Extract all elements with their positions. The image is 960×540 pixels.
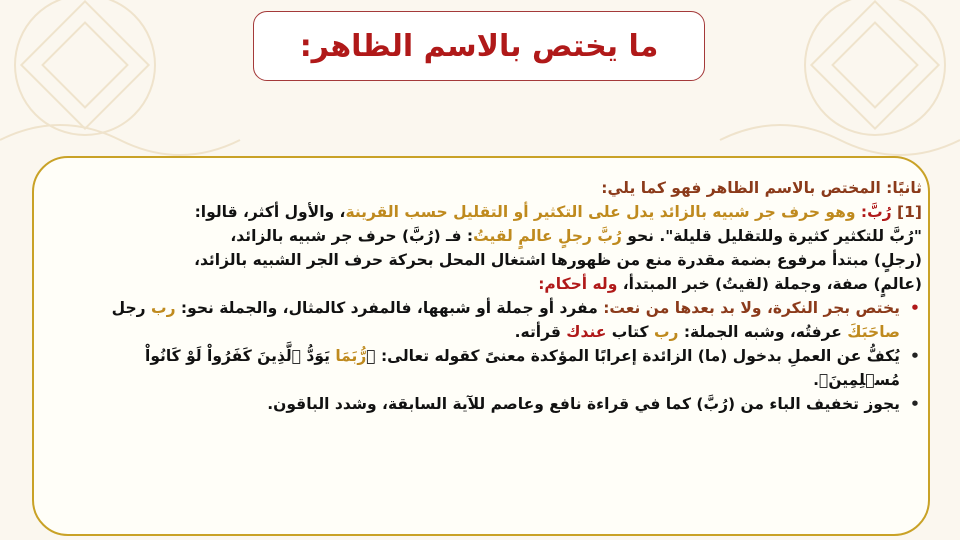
rule-lead: يختص بجر النكرة، ولا بد بعدها من نعت:: [603, 299, 900, 317]
example-adverb: عندك: [566, 323, 607, 341]
example-text: رُبَّ رجلٍ عالمٍ لقيتُ: [473, 227, 622, 245]
rubba-line-2: [62, 224, 922, 248]
bullet-icon: •: [910, 347, 920, 365]
rubba-definition: [62, 200, 922, 224]
quote-text: "رُبَّ للتكثير كثيرة وللتقليل قليلة". نحو: [627, 227, 922, 245]
list-item: [62, 392, 920, 416]
rubba-word: رُبَّ:: [860, 203, 892, 221]
example-end-2: قرأته.: [514, 323, 561, 341]
quran-word: رُّبَمَا: [335, 347, 367, 365]
rubba-description: وهو حرف جر شبيه بالزائد يدل على التكثير أو التقليل حسب القرينة: [345, 203, 856, 221]
list-item: [62, 344, 920, 392]
rubba-rest: ، والأول أكثر، قالوا:: [194, 203, 346, 221]
rubba-line-3: (رجلٍ) مبتدأ مرفوع بضمة مقدرة منع من ظهورها اشتغال المحل بحركة حرف الجر الشبيه بالزائد،: [194, 251, 922, 269]
heading-text: ثانيًا: المختص بالاسم الظاهر فهو كما يلي:: [601, 179, 922, 197]
bullet-icon: •: [910, 395, 920, 413]
rule-text: يُكفُّ عن العملِ بدخول (ما) الزائدة إعرابًا المؤكدة معنىً كقوله تعالى: ﴿: [366, 347, 900, 365]
example-rubb-2: رب: [653, 323, 679, 341]
parsing-text-2: (عالمٍ) صفة، وجملة (لقيتُ) خبر المبتدأ،: [622, 275, 922, 293]
rule-text: يجوز تخفيف الباء من (رُبَّ) كما في قراءة نافع وعاصم للآية السابقة، وشدد الباقون.: [267, 395, 900, 413]
bullet-icon: •: [910, 299, 920, 317]
example-rubb: رب: [151, 299, 176, 317]
list-item: [62, 296, 920, 344]
section-heading: [62, 176, 922, 200]
example-word-2: كتاب: [611, 323, 649, 341]
rules-list: [62, 296, 922, 416]
rules-label: وله أحكام:: [538, 275, 618, 293]
quran-verse: يَوَدُّ ٱلَّذِينَ كَفَرُواْ لَوْ كَانُواْ مُسۡلِمِينَ: [145, 347, 900, 389]
example-adjective: صاحَبَكَ: [847, 323, 900, 341]
content-body: [62, 176, 922, 416]
rubba-line-4: [62, 272, 922, 296]
parsing-text: : فـ (رُبَّ) حرف جر شبيه بالزائد،: [230, 227, 474, 245]
title-box: [253, 11, 705, 81]
rule-text: مفرد أو جملة أو شبهها، فالمفرد كالمثال، والجملة نحو:: [180, 299, 598, 317]
example-end: عرفتُه، وشبه الجملة:: [683, 323, 842, 341]
quran-close: ﴾.: [813, 371, 829, 389]
example-word: رجل: [111, 299, 146, 317]
page-title: ما يختص بالاسم الظاهر:: [299, 28, 659, 64]
item-number: [1]: [897, 203, 922, 221]
